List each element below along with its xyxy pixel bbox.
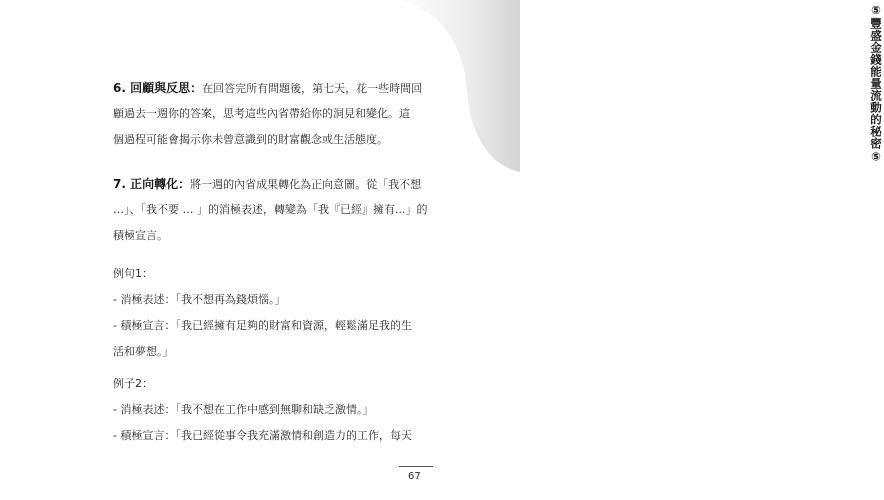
section-6-heading: 6. 回顧與反思： <box>113 81 203 95</box>
section-7-heading: 7. 正向轉化： <box>113 177 191 191</box>
chapter-title-vertical: ⑤豐盛金錢能量流動的秘密⑤ <box>869 3 883 164</box>
section-6-line-2: 顧過去一週你的答案，思考這些內省帶給你的洞見和變化。這 <box>113 107 410 120</box>
example-1-positive-cont: 活和夢想。」 <box>113 345 174 358</box>
section-7-line-3: 積極宣言。 <box>113 229 168 242</box>
example-1-negative: - 消極表述：「我不想再為錢煩惱。」 <box>113 293 286 306</box>
footer-rule <box>399 466 433 467</box>
example-1-label: 例句1： <box>113 267 153 280</box>
example-2 <box>113 371 412 449</box>
example-1 <box>113 261 412 365</box>
example-2-negative: - 消極表述：「我不想在工作中感到無聊和缺乏激情。」 <box>113 403 374 416</box>
example-1-positive: - 積極宣言：「我已經擁有足夠的財富和資源，輕鬆滿足我的生 <box>113 319 412 332</box>
page-number: 67 <box>408 471 421 482</box>
section-6-line-1: 在回答完所有問題後，第七天，花一些時間回 <box>202 82 423 95</box>
section-7-line-1: 將一週的內省成果轉化為正向意圖。從「我不想 <box>190 178 422 191</box>
section-7-line-2: …」、「我不要 … 」的消極表述，轉變為「我『已經』擁有...」的 <box>113 203 428 216</box>
example-2-positive: - 積極宣言：「我已經從事令我充滿激情和創造力的工作，每天 <box>113 429 412 442</box>
section-6 <box>113 75 422 153</box>
section-7 <box>113 171 427 249</box>
example-2-label: 例子2： <box>113 377 153 390</box>
section-6-line-3: 個過程可能會揭示你未曾意識到的財富觀念或生活態度。 <box>113 133 388 146</box>
